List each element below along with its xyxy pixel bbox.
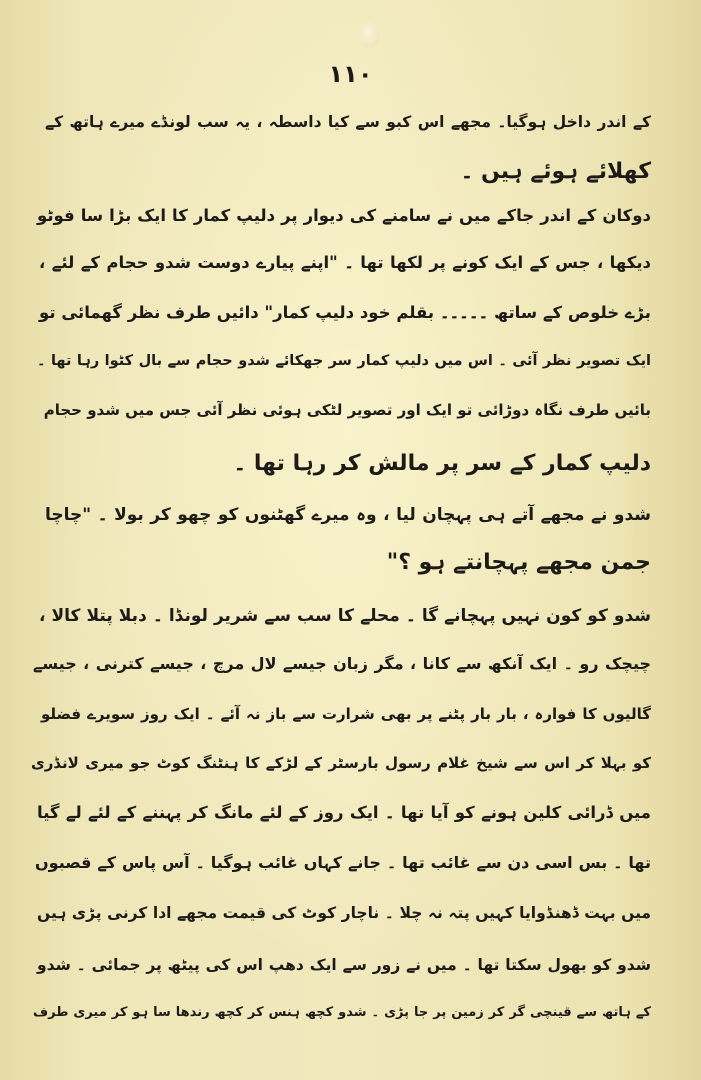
paper-blemish bbox=[360, 22, 380, 48]
text-line-19: کے ہاتھ سے قینچی گر کر زمین پر جا پڑی ۔ شدو کچھ ہنس کر کچھ رندھا سا ہو کر میری طرف bbox=[33, 1005, 651, 1020]
text-line-15: میں ڈرائی کلین ہونے کو آیا تھا ۔ ایک روز کے لئے مانگ کر پہننے کے لئے لے گیا bbox=[37, 803, 651, 822]
text-line-18: شدو کو بھول سکتا تھا ۔ میں نے زور سے ایک دھپ اس کی پیٹھ پر جمائی ۔ شدو bbox=[37, 956, 651, 974]
text-line-4: دیکھا ، جس کے ایک کونے پر لکھا تھا ۔ "اپنے پیارے دوست شدو حجام کے لئے ، bbox=[39, 253, 651, 272]
text-line-14: کو بہلا کر اس سے شیخ غلام رسول بارسٹر کے لڑکے کا ہنٹنگ کوٹ جو میری لانڈری bbox=[31, 754, 651, 772]
text-line-17: میں بہت ڈھنڈوایا کہیں پتہ نہ چلا ۔ ناچار کوٹ کی قیمت مجھے ادا کرنی پڑی ہیں bbox=[37, 904, 651, 922]
text-line-12: چیچک رو ۔ ایک آنکھ سے کانا ، مگر زبان جیسے لال مرچ ، جیسے کترنی ، جیسے bbox=[33, 654, 651, 673]
text-line-16: تھا ۔ بس اسی دن سے غائب تھا ۔ جانے کہاں غائب ہوگیا ۔ آس پاس کے قصبوں bbox=[35, 853, 651, 872]
text-line-1: کے اندر داخل ہوگیا۔ مجھے اس کبو سے کیا داسطہ ، یہ سب لونڈے میرے ہاتھ کے bbox=[45, 113, 651, 131]
text-line-2: کھلائے ہوئے ہیں ۔ bbox=[460, 159, 651, 184]
page-number: ۱۱۰ bbox=[328, 60, 373, 88]
text-line-9: شدو نے مجھے آتے ہی پہچان لیا ، وہ میرے گھٹنوں کو چھو کر بولا ۔ "چاچا bbox=[45, 505, 651, 525]
text-line-11: شدو کو کون نہیں پہچانے گا ۔ محلے کا سب سے شریر لونڈا ۔ دبلا پتلا کالا ، bbox=[39, 606, 651, 626]
text-line-5: بڑے خلوص کے ساتھ ۔۔۔۔۔ بقلم خود دلیپ کمار" دائیں طرف نظر گھمائی تو bbox=[39, 303, 651, 322]
text-line-3: دوکان کے اندر جاکے میں نے سامنے کی دیوار پر دلیپ کمار کا ایک بڑا سا فوٹو bbox=[37, 206, 651, 225]
text-line-10: جمن مجھے پہچانتے ہو ؟" bbox=[386, 550, 651, 575]
text-line-7: بائیں طرف نگاہ دوڑائی تو ایک اور تصویر لٹکی ہوئی نظر آئی جس میں شدو حجام bbox=[43, 401, 651, 419]
text-line-13: گالیوں کا فوارہ ، بار بار پٹنے پر بھی شرارت سے باز نہ آئے ۔ ایک روز سویرے فضلو bbox=[41, 705, 651, 723]
text-line-6: ایک تصویر نظر آئی ۔ اس میں دلیپ کمار سر جھکائے شدو حجام سے بال کٹوا رہا تھا ۔ bbox=[37, 353, 651, 369]
text-line-8: دلیپ کمار کے سر پر مالش کر رہا تھا ۔ bbox=[233, 451, 651, 476]
